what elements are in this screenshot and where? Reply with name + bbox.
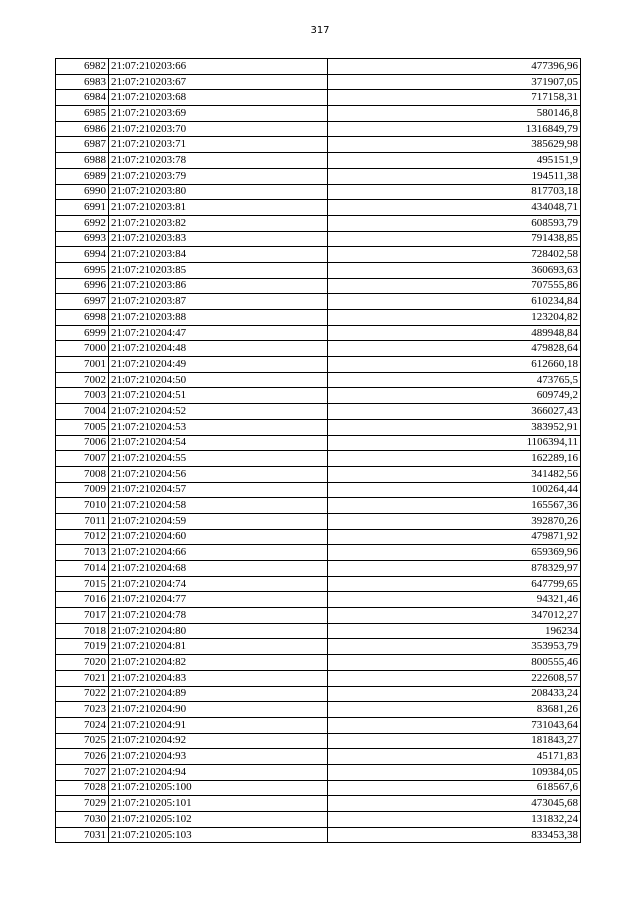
cadastral-value: 1106394,11 — [328, 435, 581, 451]
cadastral-value: 580146,8 — [328, 106, 581, 122]
cadastral-value: 473765,5 — [328, 372, 581, 388]
row-number: 7007 — [56, 451, 109, 467]
cadastral-number: 21:07:210204:94 — [109, 764, 328, 780]
cadastral-number: 21:07:210204:59 — [109, 513, 328, 529]
cadastral-number: 21:07:210204:51 — [109, 388, 328, 404]
cadastral-number: 21:07:210204:54 — [109, 435, 328, 451]
row-number: 7023 — [56, 702, 109, 718]
cadastral-value: 878329,97 — [328, 561, 581, 577]
cadastral-value: 800555,46 — [328, 655, 581, 671]
cadastral-value: 360693,63 — [328, 262, 581, 278]
cadastral-number: 21:07:210204:58 — [109, 498, 328, 514]
row-number: 6996 — [56, 278, 109, 294]
row-number: 6994 — [56, 247, 109, 263]
row-number: 7001 — [56, 357, 109, 373]
row-number: 7015 — [56, 576, 109, 592]
row-number: 6983 — [56, 74, 109, 90]
table-row — [56, 639, 581, 655]
row-number: 7017 — [56, 608, 109, 624]
cadastral-value: 392870,26 — [328, 513, 581, 529]
cadastral-value: 728402,58 — [328, 247, 581, 263]
cadastral-value: 94321,46 — [328, 592, 581, 608]
row-number: 7014 — [56, 561, 109, 577]
table-row — [56, 686, 581, 702]
row-number: 7002 — [56, 372, 109, 388]
table-row — [56, 576, 581, 592]
cadastral-number: 21:07:210203:69 — [109, 106, 328, 122]
cadastral-value: 194511,38 — [328, 168, 581, 184]
table-row — [56, 529, 581, 545]
cadastral-number: 21:07:210204:91 — [109, 717, 328, 733]
row-number: 7011 — [56, 513, 109, 529]
cadastral-number: 21:07:210204:56 — [109, 466, 328, 482]
cadastral-value: 609749,2 — [328, 388, 581, 404]
table-row — [56, 796, 581, 812]
table-row — [56, 513, 581, 529]
cadastral-number: 21:07:210205:100 — [109, 780, 328, 796]
row-number: 6998 — [56, 310, 109, 326]
table-row — [56, 482, 581, 498]
cadastral-value: 647799,65 — [328, 576, 581, 592]
cadastral-number: 21:07:210204:77 — [109, 592, 328, 608]
table-row — [56, 215, 581, 231]
cadastral-value: 83681,26 — [328, 702, 581, 718]
row-number: 7005 — [56, 419, 109, 435]
cadastral-number: 21:07:210204:74 — [109, 576, 328, 592]
row-number: 6990 — [56, 184, 109, 200]
table-row — [56, 388, 581, 404]
cadastral-number: 21:07:210203:80 — [109, 184, 328, 200]
row-number: 7004 — [56, 404, 109, 420]
table-row — [56, 262, 581, 278]
row-number: 7016 — [56, 592, 109, 608]
cadastral-number: 21:07:210204:53 — [109, 419, 328, 435]
table-row — [56, 168, 581, 184]
cadastral-number: 21:07:210204:50 — [109, 372, 328, 388]
cadastral-number: 21:07:210204:47 — [109, 325, 328, 341]
row-number: 6991 — [56, 200, 109, 216]
cadastral-number: 21:07:210203:78 — [109, 153, 328, 169]
cadastral-value: 208433,24 — [328, 686, 581, 702]
row-number: 7009 — [56, 482, 109, 498]
cadastral-value: 495151,9 — [328, 153, 581, 169]
cadastral-value: 817703,18 — [328, 184, 581, 200]
cadastral-value: 162289,16 — [328, 451, 581, 467]
table-row — [56, 404, 581, 420]
cadastral-value: 791438,85 — [328, 231, 581, 247]
cadastral-value: 45171,83 — [328, 749, 581, 765]
row-number: 7012 — [56, 529, 109, 545]
table-row — [56, 812, 581, 828]
row-number: 7022 — [56, 686, 109, 702]
cadastral-value: 385629,98 — [328, 137, 581, 153]
table-row — [56, 717, 581, 733]
cadastral-number: 21:07:210204:52 — [109, 404, 328, 420]
row-number: 7026 — [56, 749, 109, 765]
table-row — [56, 466, 581, 482]
row-number: 6992 — [56, 215, 109, 231]
cadastral-number: 21:07:210204:68 — [109, 561, 328, 577]
table-row — [56, 435, 581, 451]
cadastral-value: 222608,57 — [328, 670, 581, 686]
cadastral-number: 21:07:210204:81 — [109, 639, 328, 655]
cadastral-number: 21:07:210204:48 — [109, 341, 328, 357]
cadastral-value: 479828,64 — [328, 341, 581, 357]
table-row — [56, 278, 581, 294]
cadastral-table — [55, 58, 581, 843]
row-number: 6995 — [56, 262, 109, 278]
cadastral-number: 21:07:210203:86 — [109, 278, 328, 294]
cadastral-number: 21:07:210203:67 — [109, 74, 328, 90]
table-row — [56, 623, 581, 639]
cadastral-number: 21:07:210204:49 — [109, 357, 328, 373]
table-row — [56, 372, 581, 388]
cadastral-value: 131832,24 — [328, 812, 581, 828]
cadastral-number: 21:07:210203:88 — [109, 310, 328, 326]
row-number: 7013 — [56, 545, 109, 561]
cadastral-number: 21:07:210204:83 — [109, 670, 328, 686]
cadastral-value: 1316849,79 — [328, 121, 581, 137]
cadastral-value: 383952,91 — [328, 419, 581, 435]
row-number: 7006 — [56, 435, 109, 451]
row-number: 6989 — [56, 168, 109, 184]
cadastral-number: 21:07:210205:101 — [109, 796, 328, 812]
cadastral-number: 21:07:210204:55 — [109, 451, 328, 467]
row-number: 6993 — [56, 231, 109, 247]
cadastral-value: 608593,79 — [328, 215, 581, 231]
cadastral-number: 21:07:210203:83 — [109, 231, 328, 247]
cadastral-number: 21:07:210204:82 — [109, 655, 328, 671]
cadastral-number: 21:07:210203:71 — [109, 137, 328, 153]
cadastral-value: 123204,82 — [328, 310, 581, 326]
table-row — [56, 231, 581, 247]
table-row — [56, 121, 581, 137]
row-number: 6985 — [56, 106, 109, 122]
row-number: 7021 — [56, 670, 109, 686]
table-row — [56, 184, 581, 200]
cadastral-number: 21:07:210204:92 — [109, 733, 328, 749]
cadastral-number: 21:07:210203:70 — [109, 121, 328, 137]
cadastral-number: 21:07:210203:79 — [109, 168, 328, 184]
cadastral-value: 731043,64 — [328, 717, 581, 733]
table-row — [56, 827, 581, 843]
table-row — [56, 749, 581, 765]
cadastral-number: 21:07:210204:90 — [109, 702, 328, 718]
table-row — [56, 294, 581, 310]
row-number: 6982 — [56, 59, 109, 75]
cadastral-value: 659369,96 — [328, 545, 581, 561]
row-number: 7003 — [56, 388, 109, 404]
cadastral-value: 489948,84 — [328, 325, 581, 341]
cadastral-number: 21:07:210204:89 — [109, 686, 328, 702]
table-row — [56, 310, 581, 326]
table-row — [56, 655, 581, 671]
cadastral-value: 707555,86 — [328, 278, 581, 294]
row-number: 7010 — [56, 498, 109, 514]
table-row — [56, 561, 581, 577]
row-number: 7031 — [56, 827, 109, 843]
table-row — [56, 780, 581, 796]
cadastral-value: 612660,18 — [328, 357, 581, 373]
cadastral-value: 100264,44 — [328, 482, 581, 498]
cadastral-value: 165567,36 — [328, 498, 581, 514]
cadastral-value: 341482,56 — [328, 466, 581, 482]
table-row — [56, 419, 581, 435]
cadastral-value: 473045,68 — [328, 796, 581, 812]
table-row — [56, 451, 581, 467]
cadastral-number: 21:07:210204:93 — [109, 749, 328, 765]
row-number: 6988 — [56, 153, 109, 169]
cadastral-value: 618567,6 — [328, 780, 581, 796]
table-row — [56, 325, 581, 341]
table-row — [56, 608, 581, 624]
table-row — [56, 670, 581, 686]
table-row — [56, 592, 581, 608]
row-number: 7030 — [56, 812, 109, 828]
row-number: 7027 — [56, 764, 109, 780]
table-row — [56, 341, 581, 357]
cadastral-number: 21:07:210205:102 — [109, 812, 328, 828]
table-row — [56, 59, 581, 75]
cadastral-number: 21:07:210203:84 — [109, 247, 328, 263]
table-row — [56, 545, 581, 561]
table-row — [56, 106, 581, 122]
table-row — [56, 153, 581, 169]
row-number: 7024 — [56, 717, 109, 733]
cadastral-number: 21:07:210205:103 — [109, 827, 328, 843]
table-row — [56, 498, 581, 514]
table-row — [56, 764, 581, 780]
table-row — [56, 357, 581, 373]
cadastral-number: 21:07:210203:68 — [109, 90, 328, 106]
cadastral-value: 196234 — [328, 623, 581, 639]
table-row — [56, 74, 581, 90]
row-number: 7028 — [56, 780, 109, 796]
row-number: 7020 — [56, 655, 109, 671]
cadastral-number: 21:07:210204:78 — [109, 608, 328, 624]
table-row — [56, 733, 581, 749]
cadastral-value: 479871,92 — [328, 529, 581, 545]
cadastral-number: 21:07:210203:87 — [109, 294, 328, 310]
cadastral-number: 21:07:210204:57 — [109, 482, 328, 498]
row-number: 6987 — [56, 137, 109, 153]
cadastral-number: 21:07:210203:81 — [109, 200, 328, 216]
cadastral-value: 610234,84 — [328, 294, 581, 310]
row-number: 6984 — [56, 90, 109, 106]
row-number: 7029 — [56, 796, 109, 812]
table-row — [56, 90, 581, 106]
cadastral-value: 833453,38 — [328, 827, 581, 843]
cadastral-number: 21:07:210203:82 — [109, 215, 328, 231]
row-number: 6997 — [56, 294, 109, 310]
cadastral-value: 366027,43 — [328, 404, 581, 420]
cadastral-number: 21:07:210204:60 — [109, 529, 328, 545]
cadastral-value: 434048,71 — [328, 200, 581, 216]
cadastral-value: 181843,27 — [328, 733, 581, 749]
row-number: 7008 — [56, 466, 109, 482]
cadastral-number: 21:07:210203:66 — [109, 59, 328, 75]
row-number: 7025 — [56, 733, 109, 749]
table-row — [56, 702, 581, 718]
row-number: 6999 — [56, 325, 109, 341]
cadastral-value: 353953,79 — [328, 639, 581, 655]
row-number: 7019 — [56, 639, 109, 655]
cadastral-value: 109384,05 — [328, 764, 581, 780]
table-row — [56, 137, 581, 153]
cadastral-value: 347012,27 — [328, 608, 581, 624]
row-number: 7000 — [56, 341, 109, 357]
row-number: 7018 — [56, 623, 109, 639]
page-number: 317 — [310, 25, 330, 36]
cadastral-number: 21:07:210204:66 — [109, 545, 328, 561]
table-row — [56, 247, 581, 263]
cadastral-value: 477396,96 — [328, 59, 581, 75]
row-number: 6986 — [56, 121, 109, 137]
table-row — [56, 200, 581, 216]
cadastral-value: 717158,31 — [328, 90, 581, 106]
cadastral-number: 21:07:210204:80 — [109, 623, 328, 639]
cadastral-number: 21:07:210203:85 — [109, 262, 328, 278]
cadastral-value: 371907,05 — [328, 74, 581, 90]
table-body — [56, 59, 581, 843]
